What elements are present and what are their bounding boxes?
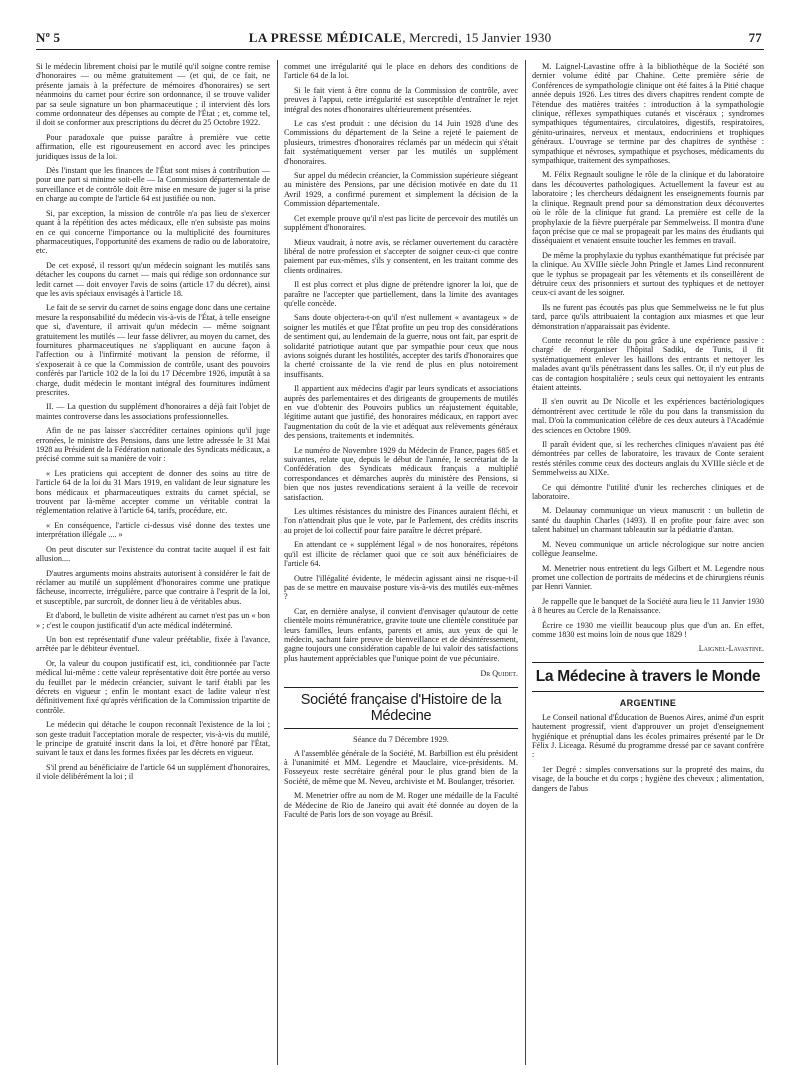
- article-paragraph: En attendant ce « supplément légal » de nos honoraires, répétons qu'il est illicite de réclamer quoi que ce soit aux bénéficiaires de l'article 64.: [284, 540, 518, 569]
- article-paragraph: Le médecin qui détache le coupon reconnaît l'existence de la loi ; son geste traduit l'acceptation morale de respecter, vis-à-vis du mutilé, le principe de gratuité inscrit dans la loi, et d'être honoré par l'État, suivant le taux et dans les formes fixées par les décrets en vigueur.: [36, 720, 270, 758]
- article-paragraph: Le numéro de Novembre 1929 du Médecin de France, pages 685 et suivantes, relate que, depuis le début de l'année, le secrétariat de la Confédération des Syndicats médicaux français a multiplié correspondances et démarches auprès du ministère des Pensions, si bien que nos justes revendications seraient à la veille de recevoir satisfaction.: [284, 445, 518, 502]
- page-header: [36, 28, 764, 50]
- article-paragraph: Ils ne furent pas écoutés pas plus que Semmelweiss ne le fut plus tard, parce qu'ils attribuaient la contagion aux miasmes et que leur démonstration n'apparaissait pas évidente.: [532, 302, 764, 331]
- column-3: [532, 62, 764, 798]
- article-paragraph: Mieux vaudrait, à notre avis, se réclamer ouvertement du caractère libéral de notre profession et s'accepter de soigner ceux-ci que contre paiement par eux-mêmes, s'ils y consentent, en les traitant comme des clients ordinaires.: [284, 237, 518, 275]
- article-paragraph: « Les praticiens qui acceptent de donner des soins au titre de l'article 64 de la loi du 31 Mars 1919, en validant de leur signature les bons médicaux et pharmaceutiques extraits du carnet spécial, se trouvent par là-même accepter comme un véritable contrat la réglementation relative à l'article 64, tarifs, procédure, etc.: [36, 468, 270, 516]
- article-paragraph: Si le fait vient à être connu de la Commission de contrôle, avec preuves à l'appui, cette irrégularité est susceptible d'entraîner le rejet intégral des notes d'honoraires ultérieurement présentées.: [284, 85, 518, 114]
- section-title-monde: La Médecine à travers le Monde: [532, 662, 764, 692]
- article-paragraph: Il est plus correct et plus digne de prétendre ignorer la loi, que de paraître ne l'accepter que partiellement, dans la limite des avantages qu'elle concède.: [284, 280, 518, 308]
- article-paragraph: Si, par exception, la mission de contrôle n'a pas lieu de s'exercer quant à la répétition des actes médicaux, elle n'en subsiste pas moins en ce qui concerne l'importance ou la multiplicité des fournitures pharmaceutiques, l'opportunité des examens de radio ou de laboratoire, etc.: [36, 208, 270, 256]
- column-divider: [525, 60, 526, 1065]
- article-paragraph: M. Laignel-Lavastine offre à la bibliothèque de la Société son dernier volume édité par Chahine. Cette première série de Conférences de sympathologie clinique ont été faites à la Pitié chaque année depuis 1926. Les titres des divers chapitres rendent compte de l'étendue des matières traitées : introduction à la sympathologie clinique, réflexes sympathiques cutanés et viscéraux ; syndromes sympathiques tégumentaires, circulatoires, digestifs, respiratoires, génito-urinaires, nerveux et mentaux, endocriniens et trophiques généraux. L'ouvrage se termine par des chapitres de synthèse : sympathique et névroses, sympathique et psychoses, médicaments du sympathique, traitement des sympathoses.: [532, 62, 764, 166]
- article-paragraph: Le Conseil national d'Éducation de Buenos Aires, animé d'un esprit hautement progressif, vient d'approuver un projet d'enseignement hygiénique et prénuptial dans les écoles primaires présenté par le Dr Félix J. Liceaga. Résumé du programme dressé par ce savant confrère :: [532, 712, 764, 760]
- article-paragraph: Il appartient aux médecins d'agir par leurs syndicats et associations auprès des parlementaires et des dirigeants de groupements de mutilés en vue d'obtenir des Pouvoirs publics un réajustement équitable, légitime autant que justifié, des honoraires médicaux, en rapport avec l'augmentation du coût de la vie et adéquat aux relèvements généraux des pensions, traitements et indemnités.: [284, 384, 518, 441]
- session-date: Séance du 7 Décembre 1929.: [353, 734, 449, 744]
- page-number: 77: [748, 30, 762, 45]
- article-paragraph: Cet exemple prouve qu'il n'est pas licite de percevoir des mutilés un supplément d'honoraires.: [284, 213, 518, 233]
- article-paragraph: Le fait de se servir du carnet de soins engage donc dans une certaine mesure la responsabilité du médecin vis-à-vis de l'État, à telle enseigne que si, d'aventure, il arrivait qu'un médecin — même soignant gratuitement les mutilés — leur fasse délivrer, au moyen du carnet, des fournitures pharmaceutiques ne s'appliquant en aucune façon à l'affection ou à l'infirmité motivant la pension de réforme, il s'exposerait à ce que la Commission de contrôle, usant des pouvoirs conférés par l'article 102 de la loi du 17 Décembre 1926, imputât à sa charge, dudit médecin le montant intégral des fournitures indûment prescrites.: [36, 303, 270, 397]
- article-paragraph: Et d'abord, le bulletin de visite adhérent au carnet n'est pas un « bon » ; c'est le coupon justificatif d'un acte médical indéterminé.: [36, 611, 270, 630]
- article-paragraph: De même la prophylaxie du typhus exanthématique fut précisée par la clinique. Au XVIIIe siècle John Pringle et James Lind reconnurent que le typhus se propageait par les vêtements et ils conseillèrent de détruire ceux des prisonniers et surtout des typhiques et de nettoyer ceux-ci avant de les soigner.: [532, 250, 764, 298]
- article-paragraph: Il paraît évident que, si les recherches cliniques n'avaient pas été démontrées par celles de laboratoire, les travaux de Conte seraient restés stériles comme ceux des docteurs anglais du XVIIIe siècle et de Semmelweiss au XIXe.: [532, 440, 764, 478]
- article-paragraph: Car, en dernière analyse, il convient d'envisager qu'autour de cette clientèle moins rémunératrice, gravite toute une clientèle constituée par leurs familles, leurs enfants, parents et amis, aux yeux de qui le médecin, sachant faire preuve de bienveillance et de désintéressement, gagne toujours une considération capable de lui valoir des satisfactions plus hautement appréciables que l'unique point de vue pécuniaire.: [284, 606, 518, 663]
- article-paragraph: M. Menetrier nous entretient du legs Gilbert et M. Legendre nous promet une collection de portraits de médecins et de chirurgiens réunis par Henri Vannier.: [532, 563, 764, 592]
- article-paragraph: S'il prend au bénéficiaire de l'article 64 un supplément d'honoraires, il viole délibérément la loi ; il: [36, 762, 270, 782]
- article-paragraph: Le cas s'est produit : une décision du 14 Juin 1928 d'une des Commissions du département de la Seine a rejeté le paiement de plusieurs, trimestres d'honoraires réclamés par un médecin qui s'était fait systématiquement verser par les mutilés un supplément d'honoraires.: [284, 119, 518, 166]
- article-paragraph: Sur appel du médecin créancier, la Commission supérieure siégeant au ministère des Pensions, par une décision motivée en date du 11 Avril 1929, a confirmé purement et simplement la décision de la Commission départementale.: [284, 171, 518, 209]
- article-paragraph: Dès l'instant que les finances de l'État sont mises à contribution — pour une part si minime soit-elle — la Commission départementale de surveillance et de contrôle doit être mise en mesure de juger si la prise en charge au compte de l'article 64 est justifiée ou non.: [36, 166, 270, 204]
- article-paragraph: A l'assemblée générale de la Société, M. Barbillion est élu président à l'unanimité et MM. Legendre et Mauclaire, vice-présidents. M. Fosseyeux reste secrétaire général pour le plus grand bien de la Société, de même que M. Neveu, archiviste et M. Boulanger, trésorier.: [284, 748, 518, 786]
- article-paragraph: M. Félix Regnault souligne le rôle de la clinique et du laboratoire dans les découvertes pathologiques. Actuellement la faveur est au laboratoire ; les chercheurs dédaignent les enseignements fournis par la clinique. Regnault prend pour sa démonstration deux découvertes où le rôle de la clinique fut grand. La première est celle de la prophylaxie de la fièvre puerpérale par Semmelweiss. Il montra d'une façon précise que ce mal se propageait par les mains des étudiants qui disséquaient et venaient ensuite toucher les femmes en travail.: [532, 170, 764, 246]
- column-1: [36, 62, 270, 1064]
- article-paragraph: M. Menetrier offre au nom de M. Roger une médaille de la Faculté de Médecine de Rio de Janeiro qui avait été donnée au doyen de la Faculté de Paris lors de son voyage au Brésil.: [284, 791, 518, 819]
- article-paragraph: Conte reconnut le rôle du pou grâce à une expérience passive : chargé de réorganiser l'hôpital Sadiki, de Tunis, il fit systématiquement enlever les haillons des entrants et nettoyer les malades avant qu'ils pénétrassent dans les salles. Or, il n'y eut plus de cas de contagion hospitalière ; seuls ceux qui nettoyaient les entrants étaient atteints.: [532, 335, 764, 392]
- section-title-societe: Société française d'Histoire de la Médecine: [284, 687, 518, 729]
- article-paragraph: Or, la valeur du coupon justificatif est, ici, conditionnée par l'acte médical lui-même : cette valeur représentative doit être portée au verso du feuillet par le médecin créancier, suivant le tarif établi par les décrets en vigueur ; enfin le montant exact de ladite valeur n'est définitivement fixé qu'après vérification de la Commission tripartite de contrôle.: [36, 658, 270, 715]
- masthead: [36, 30, 764, 46]
- article-paragraph: commet une irrégularité qui le place en dehors des conditions de l'article 64 de la loi.: [284, 62, 518, 81]
- journal-name: LA PRESSE MÉDICALE: [248, 30, 403, 45]
- column-2: [284, 62, 518, 824]
- article-paragraph: De cet exposé, il ressort qu'un médecin soignant les mutilés sans détacher les coupons du carnet — mais qui rédige son ordonnance sur ledit carnet — doit envoyer l'avis de soins (article 17 du décret), ainsi que les avis spéciaux envisagés à l'article 18.: [36, 260, 270, 298]
- article-paragraph: II. — La question du supplément d'honoraires a déjà fait l'objet de maintes controverse dans les associations professionnelles.: [36, 402, 270, 421]
- article-paragraph: Écrire ce 1930 me vieillit beaucoup plus que d'un an. En effet, comme 1830 est moins loin de nous que 1829 !: [532, 620, 764, 639]
- article-paragraph: Si le médecin librement choisi par le mutilé qu'il soigne contre remise d'honoraires — ou même gratuitement — (et qui, de ce fait, ne présente jamais à la préfecture de mémoires d'honoraires) se sert néanmoins du carnet pour écrire son ordonnance, il se trouve valider par sa seule signature un bon pharmaceutique ; il intervient dès lors comme ordonnateur des dépenses au compte de l'État ; et, comme tel, il doit se conformer aux prescriptions du décret du 25 Octobre 1922.: [36, 62, 270, 128]
- author-signature: Dr Quidet.: [480, 669, 518, 679]
- article-paragraph: On peut discuter sur l'existence du contrat tacite auquel il est fait allusion....: [36, 544, 270, 564]
- country-heading: ARGENTINE: [619, 697, 677, 708]
- column-divider: [277, 60, 278, 1065]
- article-paragraph: Il s'en ouvrit au Dr Nicolle et les expériences bactériologiques démontrèrent avec certitude le rôle du pou dans la transmission du mal. D'où la communication célèbre de ces deux auteurs à l'Académie des sciences en Octobre 1909.: [532, 397, 764, 435]
- issue-date: , Mercredi, 15 Janvier 1930: [402, 30, 552, 45]
- article-paragraph: Les ultimes résistances du ministre des Finances auraient fléchi, et l'on n'attendrait plus que le vote, par le Parlement, des crédits inscrits au projet de loi collectif pour faire paraître le décret préparé.: [284, 507, 518, 535]
- article-paragraph: M. Neveu communique un article nécrologique sur notre ancien collègue Jeanselme.: [532, 539, 764, 559]
- article-paragraph: Pour paradoxale que puisse paraître à première vue cette affirmation, elle est rigoureusement en accord avec les principes juridiques issus de la loi.: [36, 132, 270, 161]
- article-paragraph: « En conséquence, l'article ci-dessus visé donne des textes une interprétation illégale .... »: [36, 520, 270, 540]
- article-paragraph: Un bon est représentatif d'une valeur préétablie, fixée à l'avance, arrêtée par le débiteur éventuel.: [36, 634, 270, 654]
- article-paragraph: Ce qui démontre l'utilité d'unir les recherches cliniques et de laboratoire.: [532, 482, 764, 502]
- article-paragraph: Sans doute objectera-t-on qu'il n'est nullement « avantageux » de soigner les mutilés et que l'État profite un peu trop des considérations de sentiment qui, au lendemain de la guerre, nous ont fait, par esprit de solidarité patriotique autant que par sympathie pour ceux que nous avions soignés durant les hostilités, accepter des tarifs d'honoraires que la cherté croissante de la vie rend de plus en plus notoirement insuffisants.: [284, 313, 518, 379]
- article-paragraph: Je rappelle que le banquet de la Société aura lieu le 11 Janvier 1930 à 8 heures au Cercle de la Renaissance.: [532, 596, 764, 616]
- article-paragraph: M. Delaunay communique un vieux manuscrit : un bulletin de santé du dauphin Charles (1493). Il en profite pour faire avec son talent habituel un charmant tableautin sur la pédiatrie d'antan.: [532, 506, 764, 535]
- article-paragraph: D'autres arguments moins abstraits autorisent à considérer le fait de réclamer au mutilé un supplément d'honoraires comme une pratique fâcheuse, incorrecte, irrégulière, parce que contraire à l'esprit de la loi, et susceptible, par surcroît, de donner lieu à de véritables abus.: [36, 568, 270, 606]
- article-paragraph: 1er Degré : simples conversations sur la propreté des mains, du visage, de la bouche et du corps ; hygiène des cheveux ; alimentation, dangers de l'abus: [532, 764, 764, 793]
- article-paragraph: Outre l'illégalité évidente, le médecin agissant ainsi ne risque-t-il pas de se mettre en mauvaise posture vis-à-vis des mutilés eux-mêmes ?: [284, 573, 518, 602]
- article-paragraph: Afin de ne pas laisser s'accréditer certaines opinions qu'il juge erronées, le ministre des Pensions, dans une lettre adressée le 31 Mai 1928 au Président de la Fédération nationale des Syndicats médicaux, a précisé comme suit sa manière de voir :: [36, 426, 270, 464]
- author-signature: Laignel-Lavastine.: [698, 644, 764, 654]
- issue-number: Nº 5: [36, 30, 61, 45]
